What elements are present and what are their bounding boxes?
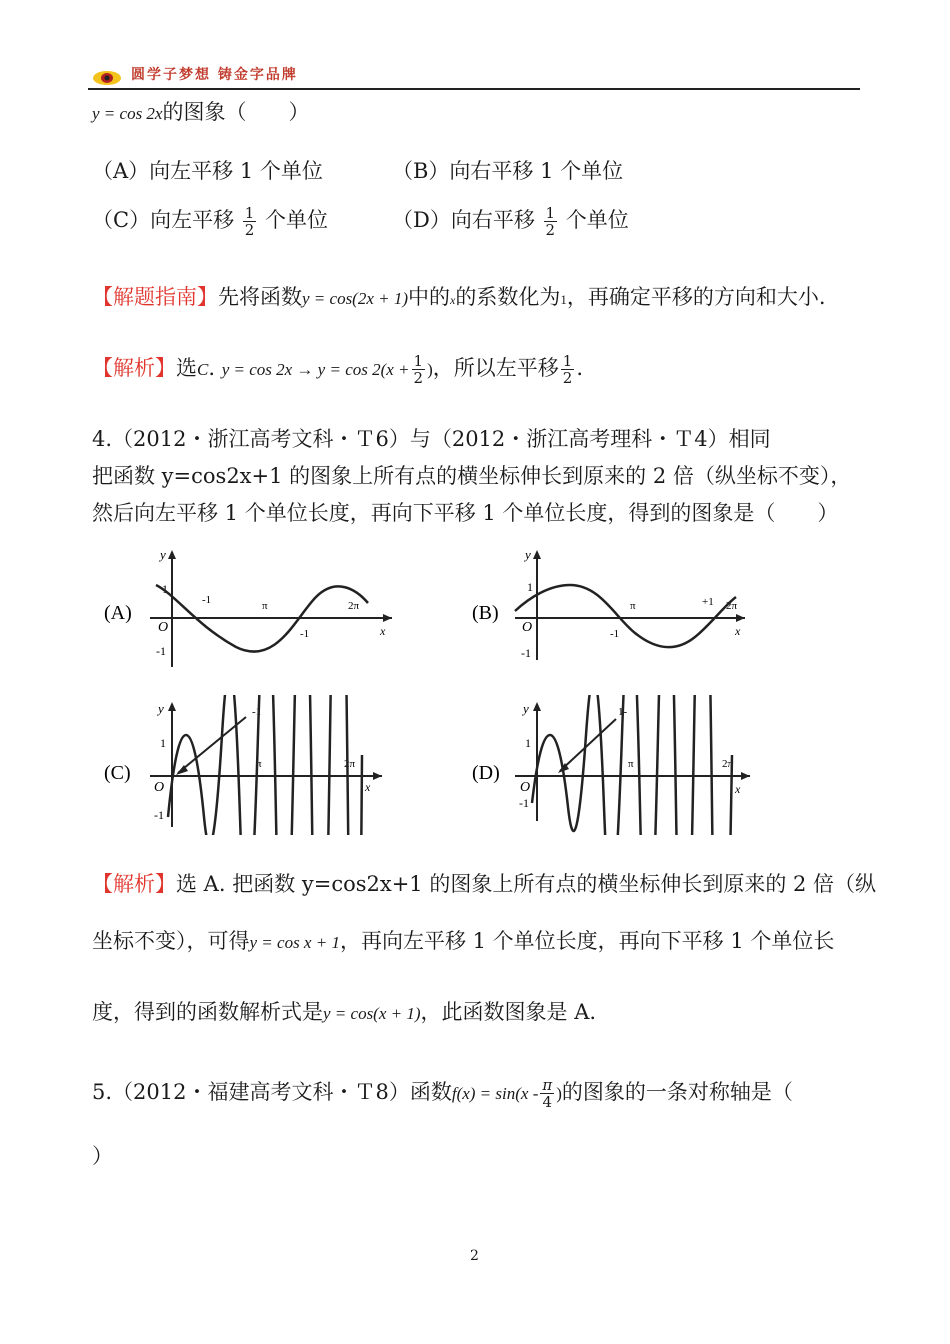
graph-c-x-label: x [365, 780, 371, 794]
graph-d-x-label: x [735, 782, 741, 796]
graph-c-curve [168, 695, 362, 835]
graph-d-label: (D) [472, 762, 500, 784]
graph-b-one: 1 [527, 580, 533, 594]
q3-guide-text-1: 先将函数 [218, 285, 302, 309]
q4-answer-tag: 【解析】 [92, 872, 176, 896]
graph-a-two-pi: 2π [348, 600, 360, 612]
graph-a-y-label: y [160, 547, 166, 562]
q3-guide-text-3: 的系数化为 [455, 285, 561, 309]
graph-d-neg-one: -1 [519, 796, 529, 810]
q3-stem-math: y = cos 2x [92, 104, 163, 123]
graph-d-origin: O [520, 780, 531, 795]
q3-answer-math-close: ) [427, 360, 433, 379]
graph-c-y-label: y [158, 701, 164, 716]
q4-answer-line-3-b: ，此函数图象是 A. [420, 1000, 597, 1024]
q5-title [92, 1068, 793, 1118]
q3-answer-math: y = cos 2x → y = cos 2(x + [221, 360, 410, 379]
q4-title: 4.（2012・浙江高考文科・Ｔ6）与（2012・浙江高考理科・Ｔ4）相同 [92, 427, 771, 451]
q3-stem-tail: 的图象（ ） [162, 100, 310, 124]
q4-answer-line-2-math: y = cos x + 1 [249, 933, 340, 952]
graph-c-two-pi: 2π [344, 758, 356, 770]
q3-guide-var: x [450, 293, 456, 307]
graph-b-ann-1: +1 [702, 596, 714, 608]
graph-a-ann-2: -1 [300, 628, 310, 640]
graph-c-ann: -1 [252, 706, 262, 718]
graph-a-x-label: x [380, 624, 386, 638]
q3-option-d-pre: （D）向右平移 [392, 208, 535, 232]
q3-guide-math: y = cos(2x + 1) [302, 289, 409, 308]
q5-math-a: f(x) = sin(x - [451, 1084, 539, 1103]
graph-a-neg-one: -1 [156, 644, 166, 658]
graph-c-one: 1 [160, 736, 166, 750]
graph-c-pi: π [256, 758, 262, 770]
graph-a-one: 1 [162, 582, 168, 596]
q3-answer-frac: $\frac{1}{2}$ [413, 352, 424, 387]
q3-option-a: （A）向左平移 1 个单位 [92, 159, 323, 183]
graph-d [470, 695, 770, 839]
q5-title-a: 5.（2012・福建高考文科・Ｔ8）函数 [92, 1080, 452, 1104]
q3-guide-text-2: 中的 [408, 285, 451, 309]
graph-a-ann-1: -1 [202, 594, 212, 606]
q3-option-d [392, 200, 629, 240]
q4-answer-line-2-b: ，再向左平移 1 个单位长度，再向下平移 1 个单位长 [339, 929, 835, 953]
graph-b-neg-one: -1 [521, 646, 531, 660]
q3-answer-choice: C [197, 360, 209, 379]
graph-a [100, 545, 400, 674]
graph-c-label: (C) [104, 762, 131, 784]
q3-option-d-post: 个单位 [565, 208, 629, 232]
q5-title-b: 的图象的一条对称轴是（ [561, 1080, 793, 1104]
graph-b-two-pi: 2π [726, 600, 738, 612]
graph-d-ann: 1- [618, 706, 628, 718]
q4-answer-line-3-math: y = cos(x + 1) [323, 1004, 421, 1023]
q3-option-c [92, 200, 328, 240]
q4-answer-line-1 [92, 870, 876, 898]
graph-c-neg-one: -1 [154, 808, 164, 822]
q3-option-c-pre: （C）向左平移 [92, 208, 235, 232]
graph-b-pi: π [630, 600, 636, 612]
q4-line-2: 把函数 y=cos2x+1 的图象上所有点的横坐标伸长到原来的 2 倍（纵坐标不变）， [92, 464, 852, 488]
q3-guide-tag: 【解题指南】 [92, 285, 218, 309]
q3-option-c-post: 个单位 [265, 208, 328, 232]
graph-b-origin: O [522, 620, 533, 635]
page-number: 2 [470, 1248, 479, 1264]
q3-guide-text-4: ，再确定平移的方向和大小. [566, 285, 826, 309]
graph-b-label: (B) [472, 602, 499, 624]
graph-a-label: (A) [104, 602, 132, 624]
q4-answer-text-1: 选 A. 把函数 y=cos2x+1 的图象上所有点的横坐标伸长到原来的 2 倍（纵 [176, 872, 877, 896]
q3-guide-one: 1 [560, 292, 567, 307]
q3-answer-text-1: 选 [176, 356, 197, 380]
graph-c-origin: O [154, 780, 165, 795]
q3-answer-text-2: ，所以左平移 [432, 356, 559, 380]
q4-answer-line-2 [92, 927, 834, 957]
q4-line-3: 然后向左平移 1 个单位长度，再向下平移 1 个单位长度，得到的图象是（ ） [92, 501, 839, 525]
q4-answer-line-2-a: 坐标不变），可得 [92, 929, 250, 953]
q3-option-d-frac: $\frac{1}{2}$ [545, 204, 556, 239]
graph-d-two-pi: 2π [722, 758, 734, 770]
q4-answer-line-3-a: 度，得到的函数解析式是 [92, 1000, 323, 1024]
q5-line-2: ） [92, 1144, 113, 1168]
graph-a-origin: O [158, 620, 169, 635]
graph-c [100, 695, 400, 839]
graph-d-pi: π [628, 758, 634, 770]
q3-option-c-frac: $\frac{1}{2}$ [244, 204, 255, 239]
q5-math-b: ) [556, 1084, 562, 1103]
graph-b-y-label: y [525, 547, 531, 562]
graph-a-pi: π [262, 600, 268, 612]
logo-icon [92, 68, 122, 86]
graph-d-one: 1 [525, 736, 531, 750]
q3-guide [92, 283, 826, 314]
graph-b-curve [515, 585, 736, 647]
header-divider [88, 88, 860, 90]
header-slogan: 圆学子梦想 铸金字品牌 [131, 67, 298, 83]
q3-answer: 【解析】选C. y = cos 2x → y = cos 2(x + $\frac{1}{2}$ )，所以左平移 $\frac{1}{2}$ . [92, 352, 583, 387]
q3-option-b: （B）向右平移 1 个单位 [392, 159, 624, 183]
graph-b-x-label: x [735, 624, 741, 638]
q4-answer-line-3 [92, 998, 596, 1028]
q3-answer-frac-2: $\frac{1}{2}$ [562, 352, 573, 387]
graph-b [470, 545, 770, 674]
graph-b-ann-2: -1 [610, 628, 620, 640]
graph-d-y-label: y [523, 701, 529, 716]
q5-frac: $\frac{\pi}{4}$ [542, 1076, 553, 1111]
q3-answer-tag: 【解析】 [92, 356, 176, 380]
q3-stem [92, 98, 309, 128]
